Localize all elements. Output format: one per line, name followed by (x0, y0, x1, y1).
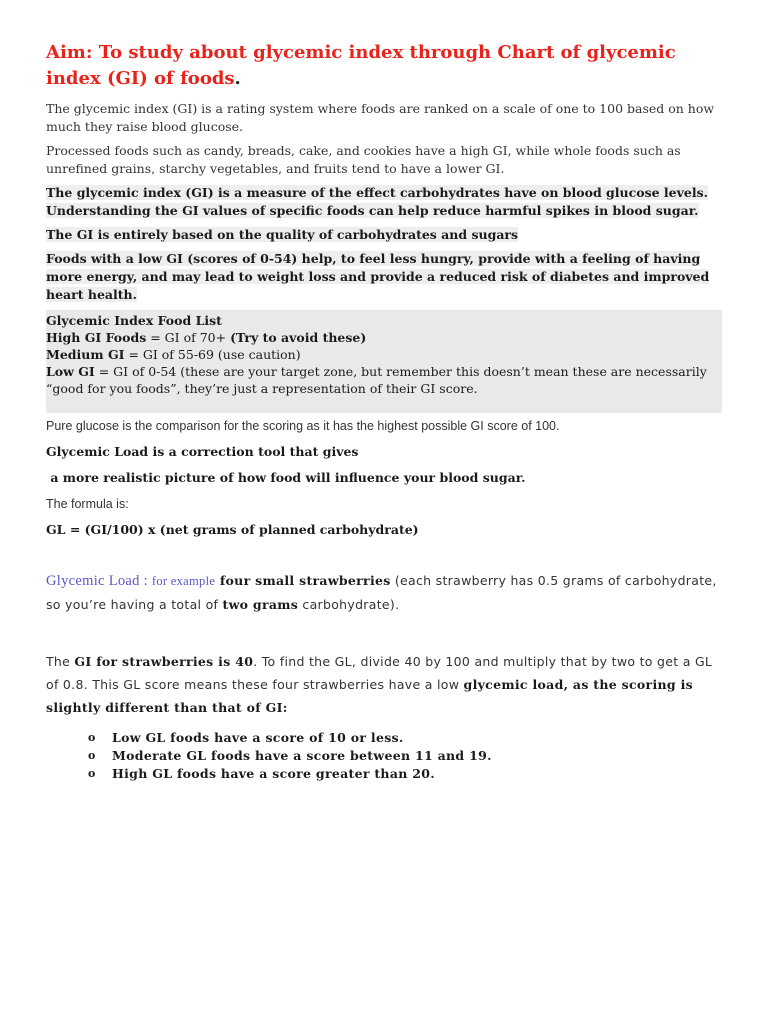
gi-para-pre: The (46, 654, 75, 669)
gi-quality-paragraph (46, 226, 726, 244)
aim-heading-text: Aim: To study about glycemic index through Chart of glycemic index (GI) of foods (46, 42, 676, 89)
list-item (88, 765, 726, 783)
pure-glucose-paragraph: Pure glucose is the comparison for the scoring as it has the highest possible GI score of 100. (46, 419, 560, 433)
glycemic-load-title: Glycemic Load : (46, 573, 152, 589)
gi-strawberries-text: GI for strawberries is 40 (74, 654, 254, 669)
low-gi-benefits-paragraph (46, 250, 726, 304)
low-gi-value: = GI of 0-54 (these are your target zone, but remember this doesn’t mean these are necessarily “good for you foods”, they’re just a representation of their GI score. (46, 364, 707, 396)
gl-correction-line-1: Glycemic Load is a correction tool that gives (46, 444, 359, 459)
food-list-title: Glycemic Index Food List (46, 313, 222, 328)
high-gi-label: High GI Foods (46, 330, 147, 345)
gi-measure-paragraph (46, 184, 726, 220)
gl-formula: GL = (GI/100) x (net grams of planned carbohydrate) (46, 522, 419, 537)
high-gi-note: (Try to avoid these) (230, 330, 367, 345)
gl-level-text: Moderate GL foods have a score between 11 and 19. (112, 748, 492, 763)
gi-para-tail: glycemic load, as the scoring is slightly different than that of GI: (46, 677, 693, 715)
gi-quality-text: The GI is entirely based on the quality of carbohydrates and sugars (46, 227, 519, 242)
list-item (88, 747, 726, 765)
low-gi-benefits-text: Foods with a low GI (scores of 0-54) help, to feel less hungry, provide with a feeling of having more energy, and may lead to weight loss and provide a reduced risk of diabetes and improved heart health. (46, 251, 710, 302)
bullet-icon: o (88, 767, 96, 780)
bullet-icon: o (88, 731, 96, 744)
aim-heading-period: . (234, 68, 241, 89)
gi-para-mid: . To find the GL, divide 40 by 100 and multiply that by two to get a GL of 0.8. This GL score means these four strawberries have a low (46, 654, 713, 692)
medium-gi-value: = GI of 55-69 (use caution) (124, 347, 301, 362)
for-example-text: for example (151, 574, 216, 588)
gl-correction-line-2: a more realistic picture of how food will influence your blood sugar. (46, 470, 526, 485)
gl-level-text: High GL foods have a score greater than 20. (112, 766, 435, 781)
low-gi-label: Low GI (46, 364, 95, 379)
gi-definition-paragraph: The glycemic index (GI) is a rating system where foods are ranked on a scale of one to 100 based on how much they raise blood glucose. (46, 101, 715, 134)
document-page (46, 40, 726, 783)
strawberries-text: four small strawberries (215, 573, 391, 588)
low-gi-line (46, 363, 722, 397)
aim-heading (46, 40, 726, 92)
processed-foods-paragraph: Processed foods such as candy, breads, cake, and cookies have a high GI, while whole foods such as unrefined grains, starchy vegetables, and fruits tend to have a lower GI. (46, 143, 681, 176)
high-gi-value: = GI of 70+ (146, 330, 231, 345)
medium-gi-label: Medium GI (46, 347, 125, 362)
bullet-icon: o (88, 749, 96, 762)
glycemic-load-example-paragraph (46, 569, 726, 616)
carbohydrate-tail-text: carbohydrate). (298, 597, 400, 612)
gi-strawberries-paragraph (46, 650, 726, 719)
two-grams-text: two grams (222, 597, 299, 612)
strawberry-detail-text: (each strawberry has 0.5 grams of carbohydrate, so you’re having a total of (46, 573, 717, 612)
gi-measure-text: The glycemic index (GI) is a measure of the effect carbohydrates have on blood glucose levels. Understanding the GI values of specific foods can help reduce harmful spikes in blood sugar. (46, 185, 708, 218)
list-item (88, 729, 726, 747)
formula-label: The formula is: (46, 497, 129, 511)
medium-gi-line (46, 346, 722, 363)
high-gi-line (46, 329, 722, 346)
gl-levels-list (46, 729, 726, 783)
gi-food-list-box (46, 310, 722, 413)
gl-level-text: Low GL foods have a score of 10 or less. (112, 730, 404, 745)
